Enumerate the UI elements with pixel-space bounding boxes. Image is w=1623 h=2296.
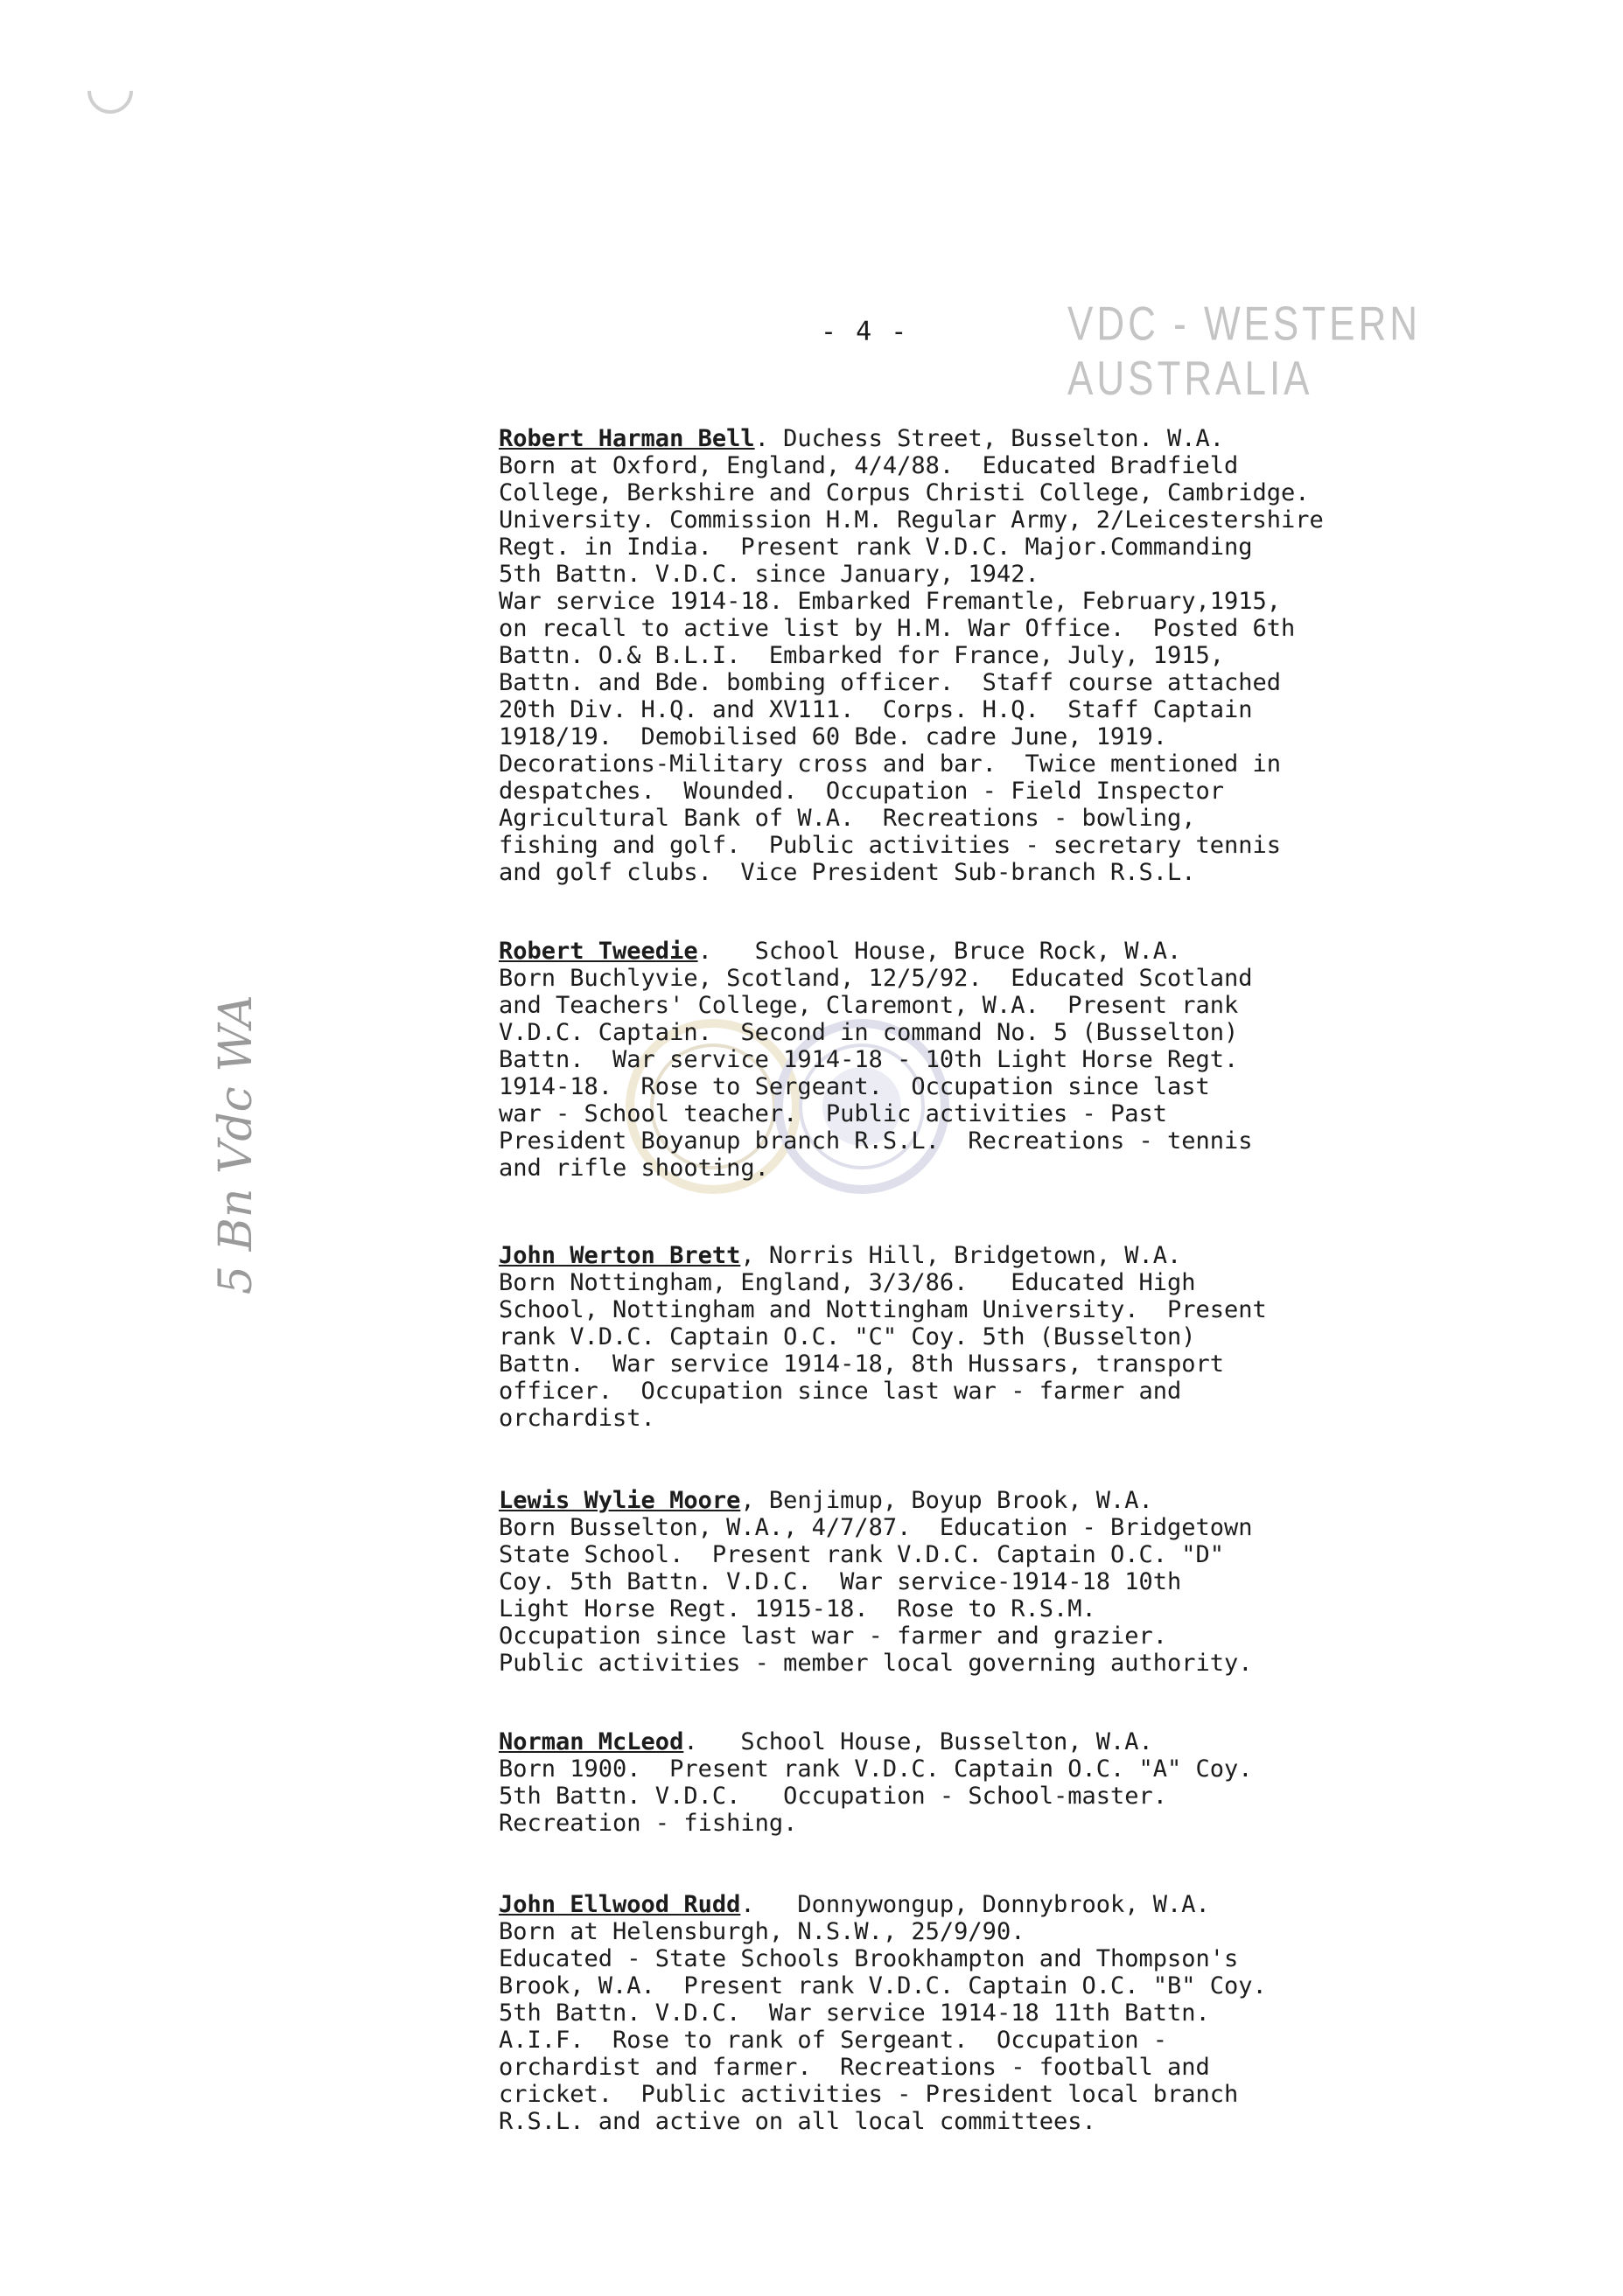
bio-entry: [499, 1728, 1253, 1837]
bio-text: . Donnywongup, Donnybrook, W.A. Born at Helensburgh, N.S.W., 25/9/90. Educated - State Schools Brookhampton and Thompson's Brook, W.A. Present rank V.D.C. Captain O.C. "B" Coy. 5th Battn. V.D.C. War service 1914-18 11th Battn. A.I.F. Rose to rank of Sergeant. Occupation - orchardist and farmer. Recreations - football and cricket. Public activities - President local branch R.S.L. and active on all local committees.: [499, 1891, 1267, 2135]
bio-text: , Norris Hill, Bridgetown, W.A. Born Nottingham, England, 3/3/86. Educated High School, Nottingham and Nottingham University. Present rank V.D.C. Captain O.C. "C" Coy. 5th (Busselton) Battn. War service 1914-18, 8th Hussars, transport officer. Occupation since last war - farmer and orchardist.: [499, 1242, 1267, 1432]
person-name: Robert Harman Bell: [499, 425, 755, 452]
bio-entry: [499, 938, 1253, 1182]
bio-entry: [499, 425, 1324, 886]
bio-entry: [499, 1891, 1267, 2135]
bio-entry: [499, 1487, 1253, 1677]
person-name: John Werton Brett: [499, 1242, 741, 1269]
header-stamp: VDC - WESTERN AUSTRALIA: [1067, 297, 1421, 406]
person-name: Robert Tweedie: [499, 938, 698, 965]
person-name: John Ellwood Rudd: [499, 1891, 741, 1918]
bio-text: . School House, Bruce Rock, W.A. Born Buchlyvie, Scotland, 12/5/92. Educated Scotland and Teachers' College, Claremont, W.A. Present rank V.D.C. Captain. Second in command No. 5 (Busselton) Battn. War service 1914-18 - 10th Light Horse Regt. 1914-18. Rose to Sergeant. Occupation since last war - School teacher. Public activities - Past President Boyanup branch R.S.L. Recreations - tennis and rifle shooting.: [499, 938, 1253, 1182]
bio-text: . School House, Busselton, W.A. Born 1900. Present rank V.D.C. Captain O.C. "A" Coy. 5th Battn. V.D.C. Occupation - School-master. Recreation - fishing.: [499, 1728, 1253, 1837]
bio-text: . Duchess Street, Busselton. W.A. Born at Oxford, England, 4/4/88. Educated Bradfield College, Berkshire and Corpus Christi College, Cambridge. University. Commission H.M. Regular Army, 2/Leicestershire Regt. in India. Present rank V.D.C. Major.Commanding 5th Battn. V.D.C. since January, 1942. War service 1914-18. Embarked Fremantle, February,1915, on recall to active list by H.M. War Office. Posted 6th Battn. O.& B.L.I. Embarked for France, July, 1915, Battn. and Bde. bombing officer. Staff course attached 20th Div. H.Q. and XV111. Corps. H.Q. Staff Captain 1918/19. Demobilised 60 Bde. cadre June, 1919. Decorations-Military cross and bar. Twice mentioned in despatches. Wounded. Occupation - Field Inspector Agricultural Bank of W.A. Recreations - bowling, fishing and golf. Public activities - secretary tennis and golf clubs. Vice President Sub-branch R.S.L.: [499, 425, 1324, 886]
page-number: - 4 -: [821, 317, 909, 347]
bio-entry: [499, 1242, 1267, 1432]
bio-text: , Benjimup, Boyup Brook, W.A. Born Busselton, W.A., 4/7/87. Education - Bridgetown State School. Present rank V.D.C. Captain O.C. "D" Coy. 5th Battn. V.D.C. War service-1914-18 10th Light Horse Regt. 1915-18. Rose to R.S.M. Occupation since last war - farmer and grazier. Public activities - member local governing authority.: [499, 1487, 1253, 1677]
punch-hole-mark: [78, 59, 143, 123]
person-name: Lewis Wylie Moore: [499, 1487, 741, 1514]
person-name: Norman McLeod: [499, 1728, 684, 1755]
handwritten-margin-note: 5 Bn Vdc WA: [210, 994, 262, 1295]
